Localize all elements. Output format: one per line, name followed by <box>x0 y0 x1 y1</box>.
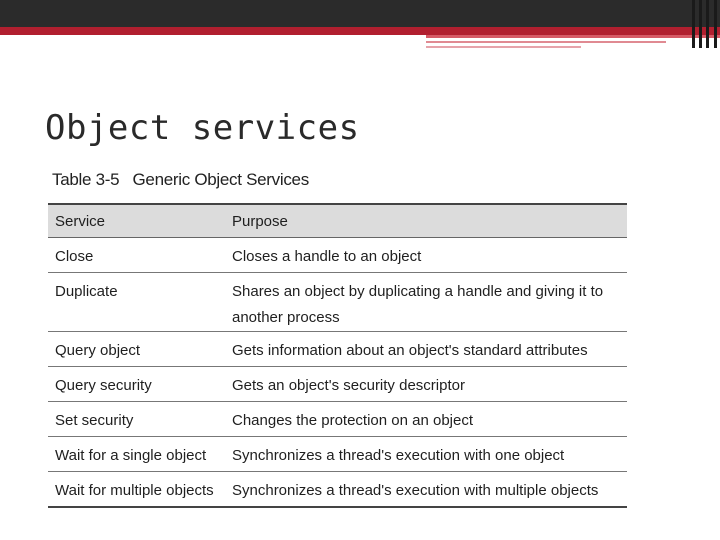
table-row <box>48 238 627 273</box>
purpose-cell: Closes a handle to an object <box>225 238 627 273</box>
decorative-line <box>426 41 666 43</box>
table-caption: Table 3-5 Generic Object Services <box>52 170 309 189</box>
table-header-row <box>48 204 627 238</box>
service-cell: Wait for a single object <box>48 437 225 472</box>
service-cell: Duplicate <box>48 273 225 332</box>
slide-title: Object services <box>45 108 360 148</box>
service-cell: Query object <box>48 332 225 367</box>
table-row <box>48 273 627 332</box>
table-row <box>48 332 627 367</box>
table-row <box>48 437 627 472</box>
table-row <box>48 402 627 437</box>
column-header-service: Service <box>48 204 225 238</box>
table-row <box>48 472 627 508</box>
service-cell: Wait for multiple objects <box>55 482 214 499</box>
slide-header-band <box>0 0 720 27</box>
service-cell: Query security <box>48 367 225 402</box>
purpose-cell: Synchronizes a thread's execution with one object <box>225 437 627 472</box>
decorative-line <box>426 46 581 48</box>
purpose-cell: Synchronizes a thread's execution with multiple objects <box>232 482 599 499</box>
column-header-purpose: Purpose <box>225 204 627 238</box>
services-table <box>48 203 627 508</box>
slide-accent-band <box>0 27 720 35</box>
purpose-cell: Changes the protection on an object <box>225 402 627 437</box>
service-cell: Close <box>48 238 225 273</box>
purpose-cell: Shares an object by duplicating a handle and giving it to another process <box>225 273 627 332</box>
decorative-line <box>426 35 720 38</box>
purpose-cell: Gets an object's security descriptor <box>225 367 627 402</box>
service-cell: Set security <box>48 402 225 437</box>
purpose-cell: Gets information about an object's standard attributes <box>225 332 627 367</box>
decorative-stripes <box>690 0 720 48</box>
table-row <box>48 367 627 402</box>
